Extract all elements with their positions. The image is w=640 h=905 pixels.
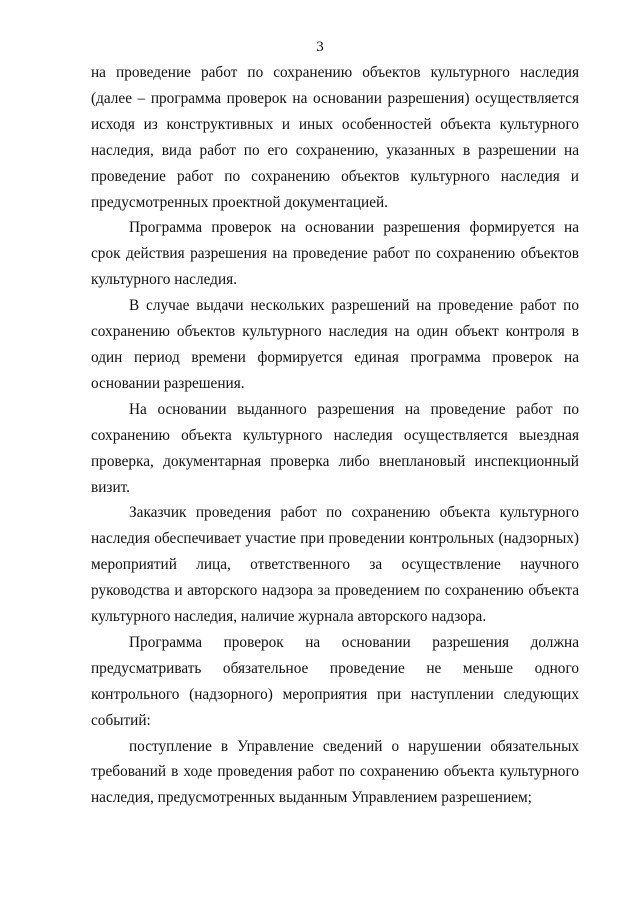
paragraph-event-violation: поступление в Управление сведений о нарушении обязательных требований в ходе проведения работ по сохранению объекта культурного наследия, предусмотренных выданным Управлением разрешением; <box>91 737 579 807</box>
page-number: 3 <box>316 39 324 55</box>
paragraph-continuation: на проведение работ по сохранению объектов культурного наследия (далее – программа проверок на основании разрешения) осуществляется исходя из конструктивных и иных особенностей объекта культурного наследия, вида работ по его сохранению, указанных в разрешении на проведение работ по сохранению объектов культурного наследия и предусмотренных проектной документацией. <box>91 64 579 211</box>
paragraph-mandatory-events: Программа проверок на основании разрешения должна предусматривать обязательное проведение не меньше одного контрольного (надзорного) мероприятия при наступлении следующих событий: <box>91 633 579 729</box>
paragraph-program-term: Программа проверок на основании разрешения формируется на срок действия разрешения на проведение работ по сохранению объектов культурного наследия. <box>91 219 579 289</box>
paragraph-multiple-permits: В случае выдачи нескольких разрешений на проведение работ по сохранению объектов культурного наследия на один объект контроля в один период времени формируется единая программа проверок на основании разрешения. <box>91 297 579 392</box>
paragraph-inspection-types: На основании выданного разрешения на проведение работ по сохранению объекта культурного наследия осуществляется выездная проверка, документарная проверка либо внеплановый инспекционный визит. <box>91 400 579 496</box>
document-body <box>91 60 579 811</box>
paragraph-customer-duties: Заказчик проведения работ по сохранению объекта культурного наследия обеспечивает участие при проведении контрольных (надзорных) мероприятий лица, ответственного за осуществление научного руководства и авторского надзора за проведением по сохранению объекта культурного наследия, наличие журнала авторского надзора. <box>91 504 579 626</box>
